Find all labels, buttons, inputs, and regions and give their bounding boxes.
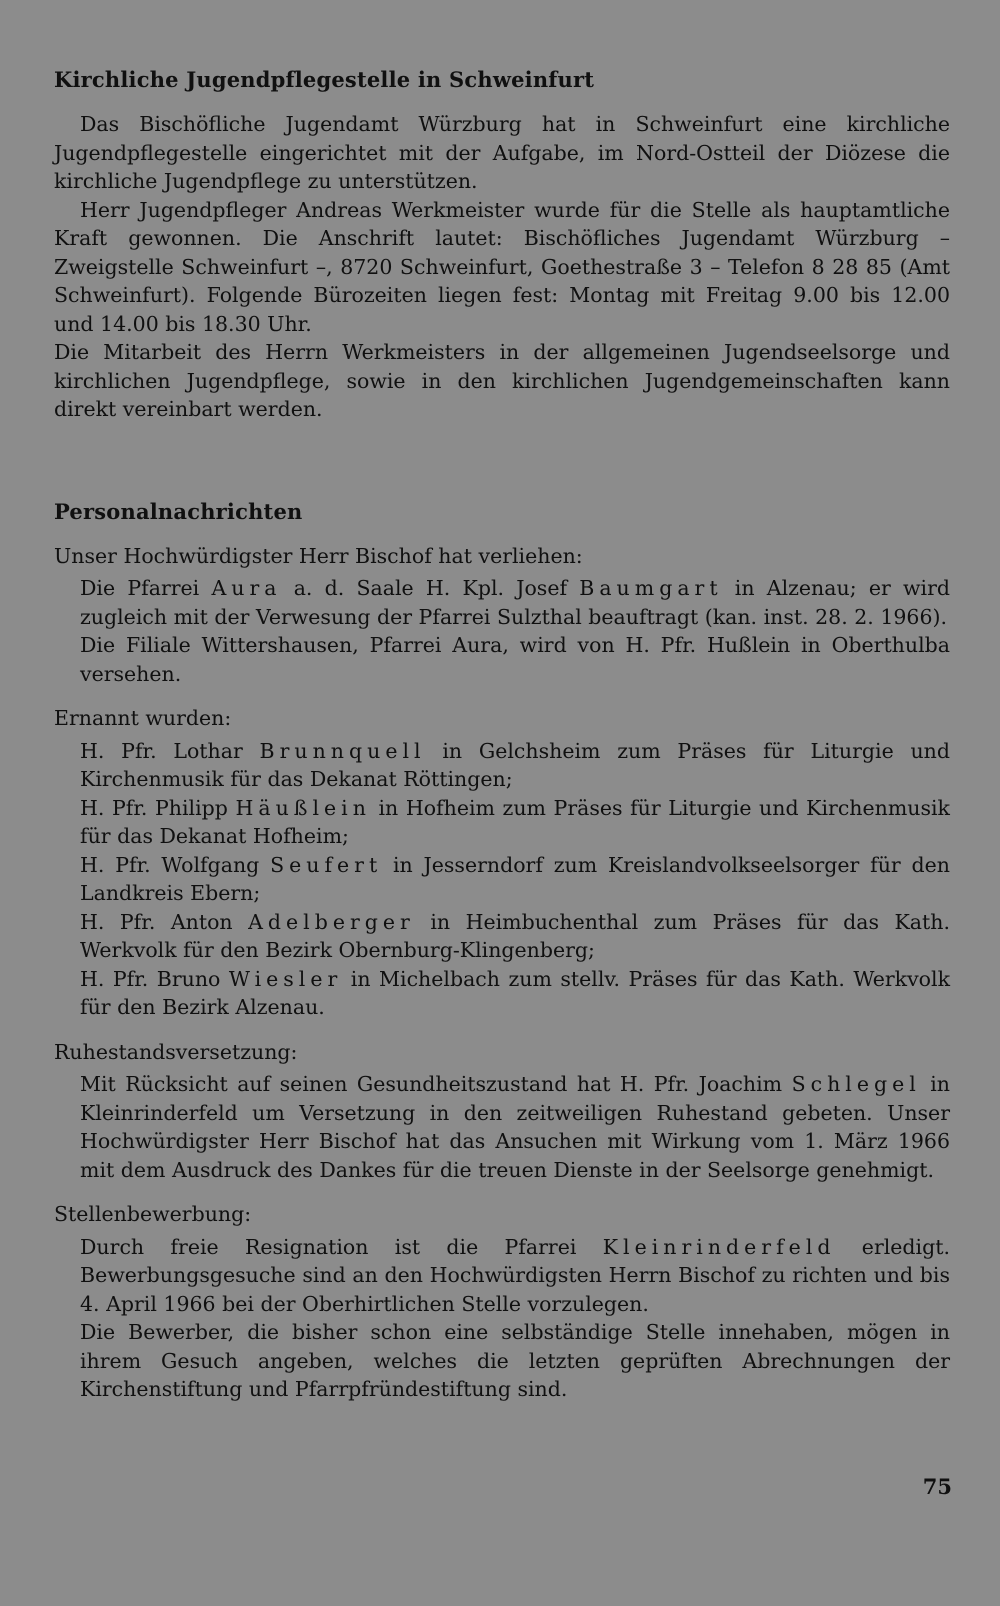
text-fragment: Die Pfarrei bbox=[80, 576, 212, 600]
person-name: Wiesler bbox=[228, 966, 343, 991]
paragraph-jugendpflegestelle-2: Herr Jugendpfleger Andreas Werkmeister wurde für die Stelle als hauptamtliche Kraft gewonnen. Die Anschrift lautet: Bischöfliches Jugendamt Würzburg – Zweigstelle Schweinfurt –, 8720 Schweinfurt, Goethestraße 3 – Telefon 8 28 85 (Amt Schweinfurt). Folgende Bürozeiten liegen fest: Montag mit Freitag 9.00 bis 12.00 und 14.00 bis 18.30 Uhr. bbox=[54, 197, 950, 336]
ruhestand-paragraph bbox=[80, 1070, 950, 1184]
text-fragment: H. Pfr. Bruno bbox=[80, 966, 229, 991]
text-fragment: erledigt. Bewerbungsgesuche sind an den Hochwürdigsten Herrn Bischof zu richten und bis 4. April 1966 bei der Oberhirtlichen Stelle vorzulegen. bbox=[80, 1234, 950, 1316]
text-fragment: a. d. Saale H. Kpl. Josef bbox=[281, 576, 580, 600]
person-name: Schlegel bbox=[791, 1072, 921, 1096]
place-name: Kleinrinderfeld bbox=[602, 1234, 836, 1259]
person-name: Brunnquell bbox=[259, 738, 426, 763]
text-fragment: Mit Rücksicht auf seinen Gesundheitszustand hat H. Pfr. Joachim bbox=[80, 1072, 792, 1096]
text-fragment: in Gelchsheim zum Präses für Liturgie und Kirchenmusik für das Dekanat Röttingen; bbox=[80, 738, 950, 791]
ernannt-item bbox=[80, 737, 950, 794]
text-fragment: in Jesserndorf zum Kreislandvolkseelsorger für den Landkreis Ebern; bbox=[80, 852, 950, 905]
verliehen-block bbox=[80, 574, 950, 688]
paragraph-jugendpflegestelle-1: Das Bischöfliche Jugendamt Würzburg hat in Schweinfurt eine kirchliche Jugendpflegestelle eingerichtet mit der Aufgabe, im Nord-Ostteil der Diözese die kirchliche Jugendpflege zu unterstützen. bbox=[54, 112, 950, 193]
verliehen-paragraph-2: Die Filiale Wittershausen, Pfarrei Aura, wird von H. Pfr. Hußlein in Oberthulba versehen. bbox=[80, 633, 950, 686]
intro-verliehen: Unser Hochwürdigster Herr Bischof hat verliehen: bbox=[54, 543, 583, 568]
ernannt-item bbox=[80, 965, 950, 1022]
verliehen-paragraph-1 bbox=[80, 574, 950, 631]
person-name: Adelberger bbox=[248, 909, 415, 934]
person-name: Seufert bbox=[270, 852, 383, 877]
person-name: Baumgart bbox=[579, 576, 723, 600]
text-fragment: H. Pfr. Wolfgang bbox=[80, 852, 271, 877]
page-number: 75 bbox=[922, 1474, 952, 1499]
text-fragment: in Michelbach zum stellv. Präses für das Kath. Werkvolk für den Bezirk Alzenau. bbox=[80, 966, 951, 1019]
bewerbung-paragraph-2: Die Bewerber, die bisher schon eine selbständige Stelle innehaben, mögen in ihrem Gesuch angeben, welches die letzten geprüften Abrechnungen der Kirchenstiftung und Pfarrpfründestiftung sind. bbox=[80, 1320, 950, 1401]
bewerbung-paragraph-1 bbox=[80, 1233, 950, 1319]
text-fragment: H. Pfr. Philipp bbox=[80, 795, 236, 820]
bewerbung-heading: Stellenbewerbung: bbox=[54, 1202, 252, 1226]
person-name: Häußlein bbox=[235, 795, 371, 820]
text-fragment: H. Pfr. Lothar bbox=[80, 738, 260, 763]
place-name: Aura bbox=[211, 576, 282, 600]
text-fragment: H. Pfr. Anton bbox=[80, 909, 249, 934]
ruhestand-heading: Ruhestandsversetzung: bbox=[54, 1039, 298, 1064]
text-fragment: in Alzenau; er wird zugleich mit der Verwesung der Pfarrei Sulzthal beauftragt (kan. inst. 28. 2. 1966). bbox=[80, 576, 950, 629]
document-page bbox=[54, 66, 950, 1404]
text-fragment: in Heimbuchenthal zum Präses für das Kath. Werkvolk für den Bezirk Obernburg-Klingenberg; bbox=[80, 909, 950, 962]
ernannt-item bbox=[80, 794, 950, 851]
section-title-jugendpflegestelle: Kirchliche Jugendpflegestelle in Schweinfurt bbox=[54, 67, 595, 92]
paragraph-jugendpflegestelle-3: Die Mitarbeit des Herrn Werkmeisters in der allgemeinen Jugendseelsorge und kirchlichen Jugendpflege, sowie in den kirchlichen Jugendgemeinschaften kann direkt vereinbart werden. bbox=[54, 340, 950, 421]
section-title-personalnachrichten: Personalnachrichten bbox=[54, 498, 303, 524]
ruhestand-block bbox=[80, 1070, 950, 1184]
text-fragment: in Hofheim zum Präses für Liturgie und Kirchenmusik für das Dekanat Hofheim; bbox=[80, 795, 950, 848]
ernannt-list bbox=[80, 737, 950, 1022]
text-fragment: in Kleinrinderfeld um Versetzung in den zeitweiligen Ruhestand gebeten. Unser Hochwürdigster Herr Bischof hat das Ansuchen mit Wirkung vom 1. März 1966 mit dem Ausdruck des Dankes für die treuen Dienste in der Seelsorge genehmigt. bbox=[80, 1072, 950, 1182]
ernannt-item bbox=[80, 908, 950, 965]
ernannt-heading: Ernannt wurden: bbox=[54, 706, 232, 730]
text-fragment: Durch freie Resignation ist die Pfarrei bbox=[80, 1234, 603, 1259]
bewerbung-block bbox=[80, 1233, 950, 1404]
ernannt-item bbox=[80, 851, 950, 908]
